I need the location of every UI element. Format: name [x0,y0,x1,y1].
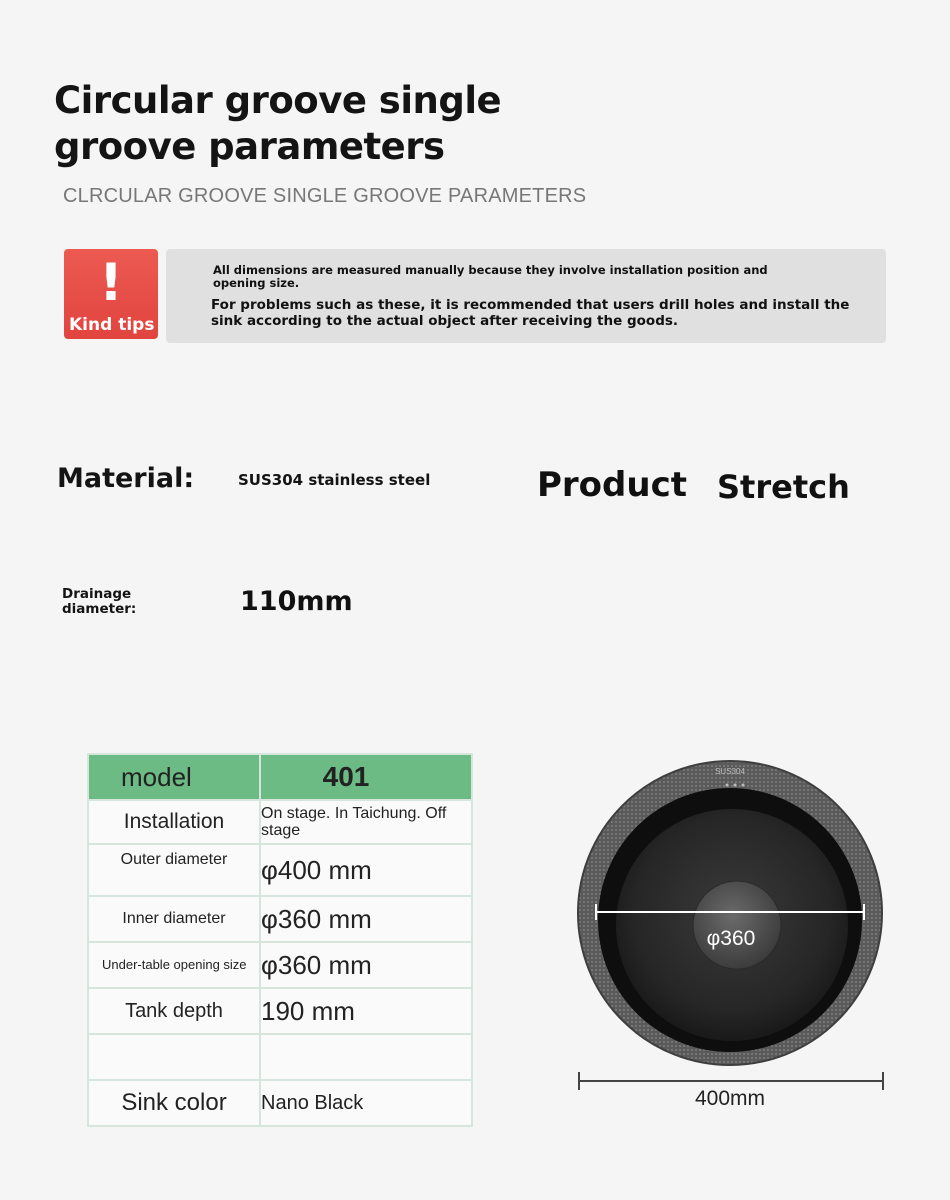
exclamation-icon: ! [99,253,123,313]
table-row [88,896,472,942]
kind-tips-box [166,249,886,343]
row-value: On stage. In Taichung. Off stage [260,800,472,844]
table-row [88,1080,472,1126]
tip-line-1: All dimensions are measured manually because they involve installation position and opening size. [213,263,768,290]
drainage-label: Drainage diameter: [62,586,137,617]
row-label: Under-table opening size [88,942,260,988]
stretch-heading: Stretch [717,468,850,506]
row-value: φ360 mm [260,896,472,942]
row-value: φ400 mm [260,844,472,896]
row-value: Nano Black [260,1080,472,1126]
row-label: Inner diameter [88,896,260,942]
row-label: Sink color [88,1080,260,1126]
page-subtitle: CLRCULAR GROOVE SINGLE GROOVE PARAMETERS [63,185,587,207]
row-label: Installation [88,800,260,844]
model-header-value: 401 [260,754,472,800]
material-value: SUS304 stainless steel [238,471,431,489]
row-value: φ360 mm [260,942,472,988]
page-title: Circular groove single groove parameters [54,79,502,168]
parameter-table [87,753,473,1127]
row-label: Tank depth [88,988,260,1034]
outer-dimension-label: 400mm [694,1087,766,1110]
sink-top-view-image [570,760,890,1080]
row-label [88,1034,260,1080]
row-label: Outer diameter [88,844,260,896]
kind-tips-label: Kind tips [69,315,155,335]
table-row [88,844,472,896]
material-label: Material: [57,463,195,494]
table-row [88,800,472,844]
table-row [88,1034,472,1080]
product-heading: Product [537,465,687,505]
table-header-row [88,754,472,800]
table-row [88,988,472,1034]
sink-diagram [570,760,890,1120]
table-row [88,942,472,988]
row-value: 190 mm [260,988,472,1034]
inner-dimension-label: φ360 [706,927,756,950]
rim-marking: SUS304 [715,767,745,776]
row-value [260,1034,472,1080]
drainage-value: 110mm [240,586,353,617]
model-header-label: model [88,754,260,800]
kind-tips-badge [64,249,158,339]
tip-line-2: For problems such as these, it is recommended that users drill holes and install the sink according to the actual object after receiving the goods. [211,297,850,329]
